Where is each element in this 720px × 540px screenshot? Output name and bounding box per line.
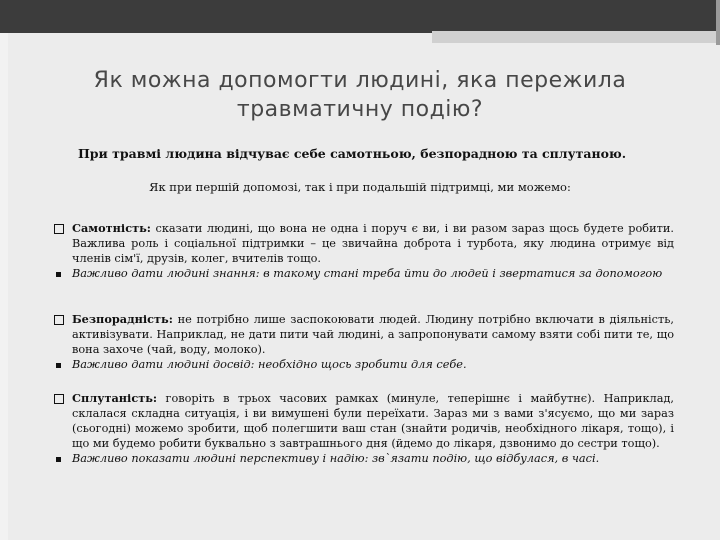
slide-title: Як можна допомогти людині, яка пережила травматичну подію? — [93, 68, 627, 122]
section-main-item — [54, 312, 674, 357]
section-text: говоріть в трьох часових рамках (минуле, теперішнє і майбутнє). Наприклад, склалася складна ситуація, і ви вимушені були переїхати. Зараз ми з вами з'ясуємо, що ми зараз (сьогодні) можемо зробити, щоб полегшити ваш стан (знайти родичів, необхідного лікаря, тощо), і що ми будемо робити буквально з завтрашнього дня (йдемо до лікаря, дзвонимо до сестри тощо). — [72, 392, 674, 450]
top-bar — [0, 0, 720, 33]
bullet-icon — [54, 266, 68, 281]
left-margin — [0, 33, 8, 540]
section-note — [54, 451, 674, 466]
section-confusion — [54, 391, 674, 466]
bullet-icon — [54, 357, 68, 372]
header-tab — [432, 31, 720, 43]
section-helplessness — [54, 312, 674, 372]
section-main-item — [54, 391, 674, 451]
bullet-icon — [54, 451, 68, 466]
section-text: сказати людині, що вона не одна і поруч є ви, і ви разом зараз щось будете робити. Важлива роль і соціальної підтримки – це звичайна доброта і турбота, яку людина отримує від членів сім'ї, друзів, колег, вчителів тощо. — [72, 222, 674, 265]
section-loneliness — [54, 221, 674, 281]
checkbox-icon — [54, 312, 68, 329]
section-note-text: Важливо дати людині досвід: необхідно щось зробити для себе. — [72, 358, 467, 371]
section-term: Безпорадність: — [72, 312, 173, 326]
section-note — [54, 357, 674, 372]
header-tab-edge — [716, 0, 720, 45]
section-text: не потрібно лише заспокоювати людей. Людину потрібно включати в діяльність, активізувати. Наприклад, не дати пити чай людині, а запропонувати самому взяти собі пити те, що вона захоче (чай, воду, молоко). — [72, 313, 674, 356]
section-note — [54, 266, 674, 281]
checkbox-icon — [54, 391, 68, 408]
section-note-text: Важливо дати людині знання: в такому стані треба йти до людей і звертатися за допомогою — [72, 267, 663, 280]
section-term: Самотність: — [72, 221, 151, 235]
section-main-item — [54, 221, 674, 266]
checkbox-icon — [54, 221, 68, 238]
intro-line: Як при першій допомозі, так і при подальшій підтримці, ми можемо: — [149, 180, 571, 194]
section-term: Сплутаність: — [72, 391, 158, 405]
section-note-text: Важливо показати людині перспективу і надію: зв`язати подію, що відбулася, в часі. — [72, 452, 600, 465]
lead-statement: При травмі людина відчуває себе самотньою, безпорадною та сплутаною. — [78, 146, 627, 161]
